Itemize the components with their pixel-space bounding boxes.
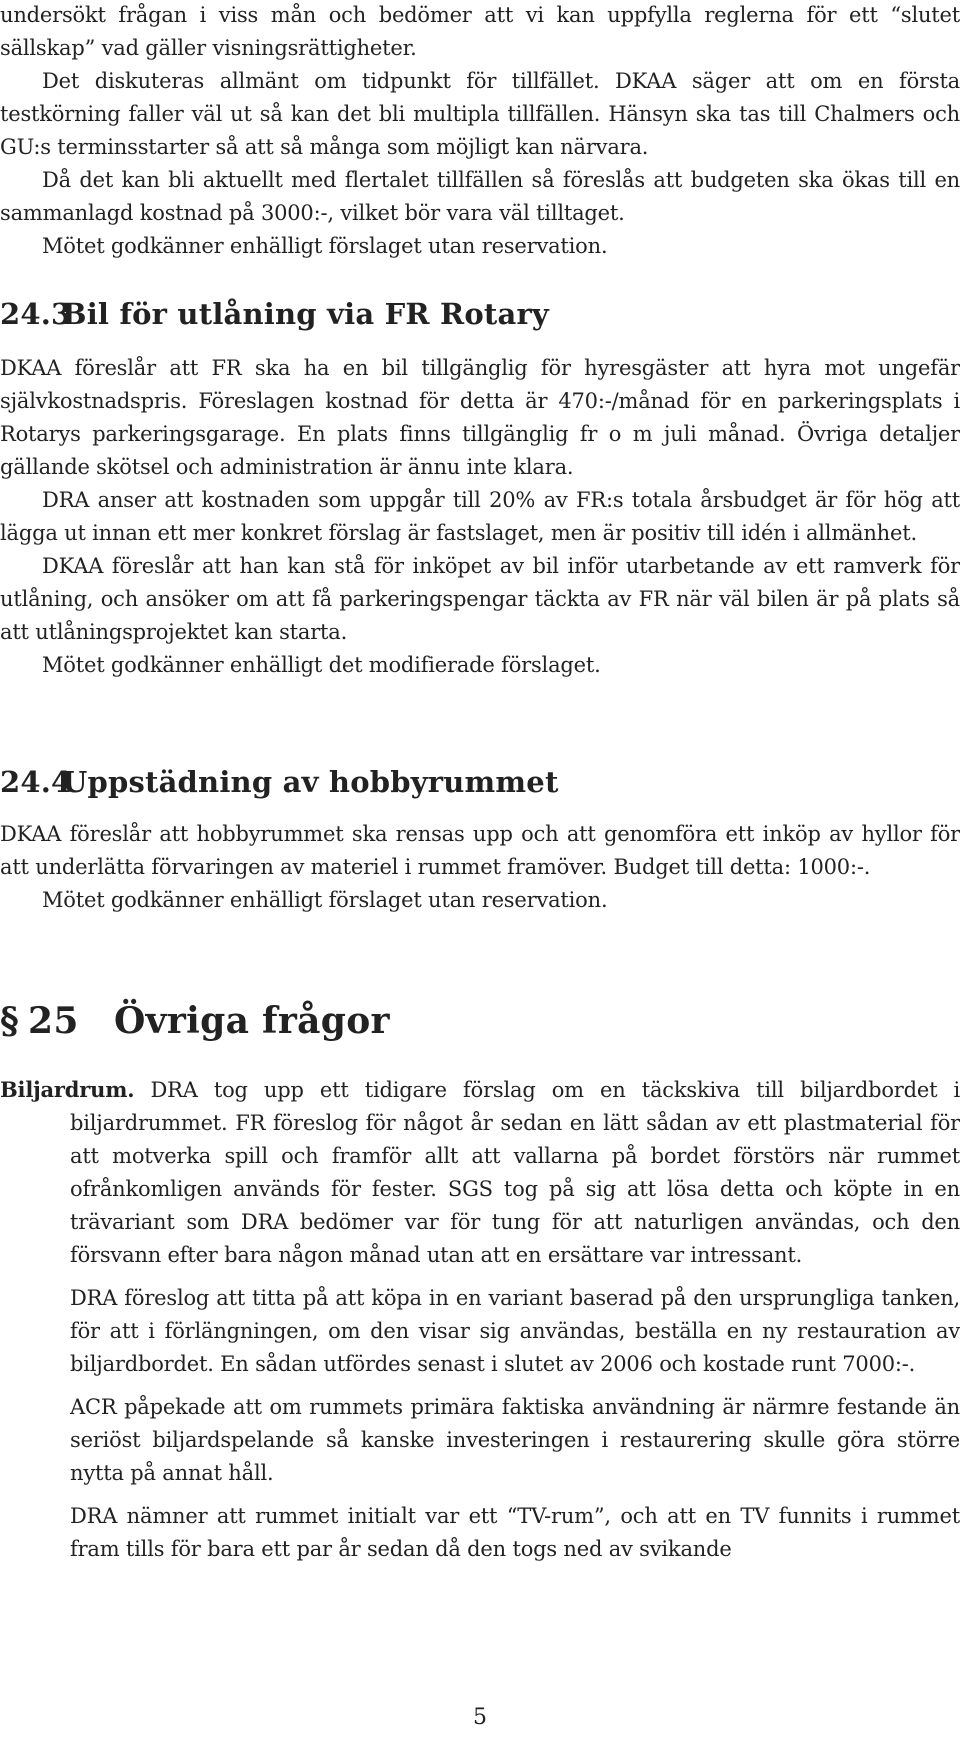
section-title: Övriga frågor — [114, 1000, 390, 1042]
section-24-4-body — [0, 818, 960, 917]
section-heading-24-3 — [0, 297, 549, 331]
discussion-item-biljardrum — [0, 1073, 960, 1566]
section-title: Uppstädning av hobbyrummet — [62, 765, 559, 799]
item-text: DRA tog upp ett tidigare förslag om en täckskiva till biljardbordet i biljardrummet. FR föreslog för något år sedan en lätt sådan av ett plastmaterial för att motverka spill och framför allt att vallarna på bordet förstörs när rummet ofrånkomligen används för fester. SGS tog på sig att lösa detta och köpte in en trävariant som DRA bedömer var för tung för att naturligen användas, och den försvann efter bara någon månad utan att en ersättare var intressant. — [70, 1078, 960, 1267]
paragraph: DRA föreslog att titta på att köpa in en variant baserad på den ursprungliga tanken, för att i förlängningen, om den visar sig användas, beställa en ny restauration av biljardbordet. En sådan utfördes senast i slutet av 2006 och kostade runt 7000:-. — [70, 1286, 960, 1376]
paragraph: DKAA föreslår att hobbyrummet ska rensas upp och att genomföra ett inköp av hyllor för att underlätta förvaringen av materiel i rummet framöver. Budget till detta: 1000:-. — [0, 822, 960, 879]
paragraph: Då det kan bli aktuellt med flertalet tillfällen så föreslås att budgeten ska ökas till en sammanlagd kostnad på 3000:-, vilket bör vara väl tilltaget. — [0, 168, 960, 225]
section-number: 24.3 — [0, 297, 72, 331]
page-number: 5 — [473, 1705, 487, 1730]
paragraph: undersökt frågan i viss mån och bedömer att vi kan uppfylla reglerna för ett “slutet sällskap” vad gäller visningsrättigheter. — [0, 3, 960, 60]
section-number: 25 — [28, 1000, 79, 1042]
section-heading-24-4 — [0, 765, 559, 799]
paragraph: DKAA föreslår att han kan stå för inköpet av bil inför utarbetande av ett ramverk för utlåning, och ansöker om att få parkeringspengar täckta av FR när väl bilen är på plats så att utlåningsprojektet kan starta. — [0, 554, 960, 644]
intro-block — [0, 0, 960, 263]
paragraph: Mötet godkänner enhälligt förslaget utan reservation. — [42, 234, 608, 258]
section-heading-25 — [0, 1000, 390, 1042]
paragraph: DKAA föreslår att FR ska ha en bil tillgänglig för hyresgäster att hyra mot ungefär självkostnadspris. Föreslagen kostnad för detta är 470:-/månad för en parkeringsplats i Rotarys parkeringsgarage. En plats finns tillgänglig fr o m juli månad. Övriga detaljer gällande skötsel och administration är ännu inte klara. — [0, 356, 960, 479]
section-number: 24.4 — [0, 765, 72, 799]
paragraph — [0, 1073, 960, 1272]
paragraph: DRA nämner att rummet initialt var ett “TV-rum”, och att en TV funnits i rummet fram tills för bara ett par år sedan då den togs ned av svikande — [70, 1504, 960, 1561]
paragraph: ACR påpekade att om rummets primära faktiska användning är närmre festande än seriöst biljardspelande så kanske investeringen i restaurering skulle göra större nytta på annat håll. — [70, 1395, 960, 1485]
paragraph: Mötet godkänner enhälligt det modifierade förslaget. — [42, 653, 601, 677]
paragraph: Det diskuteras allmänt om tidpunkt för tillfället. DKAA säger att om en första testkörning faller väl ut så kan det bli multipla tillfällen. Hänsyn ska tas till Chalmers och GU:s terminsstarter så att så många som möjligt kan närvara. — [0, 69, 960, 159]
section-24-3-body — [0, 352, 960, 682]
paragraph: DRA anser att kostnaden som uppgår till 20% av FR:s totala årsbudget är för hög att lägga ut innan ett mer konkret förslag är fastslaget, men är positiv till idén i allmänhet. — [0, 488, 960, 545]
paragraph: Mötet godkänner enhälligt förslaget utan reservation. — [42, 888, 608, 912]
section-title: Bil för utlåning via FR Rotary — [62, 297, 549, 331]
item-term: Biljardrum. — [0, 1077, 135, 1102]
section-symbol: § — [0, 1000, 20, 1042]
